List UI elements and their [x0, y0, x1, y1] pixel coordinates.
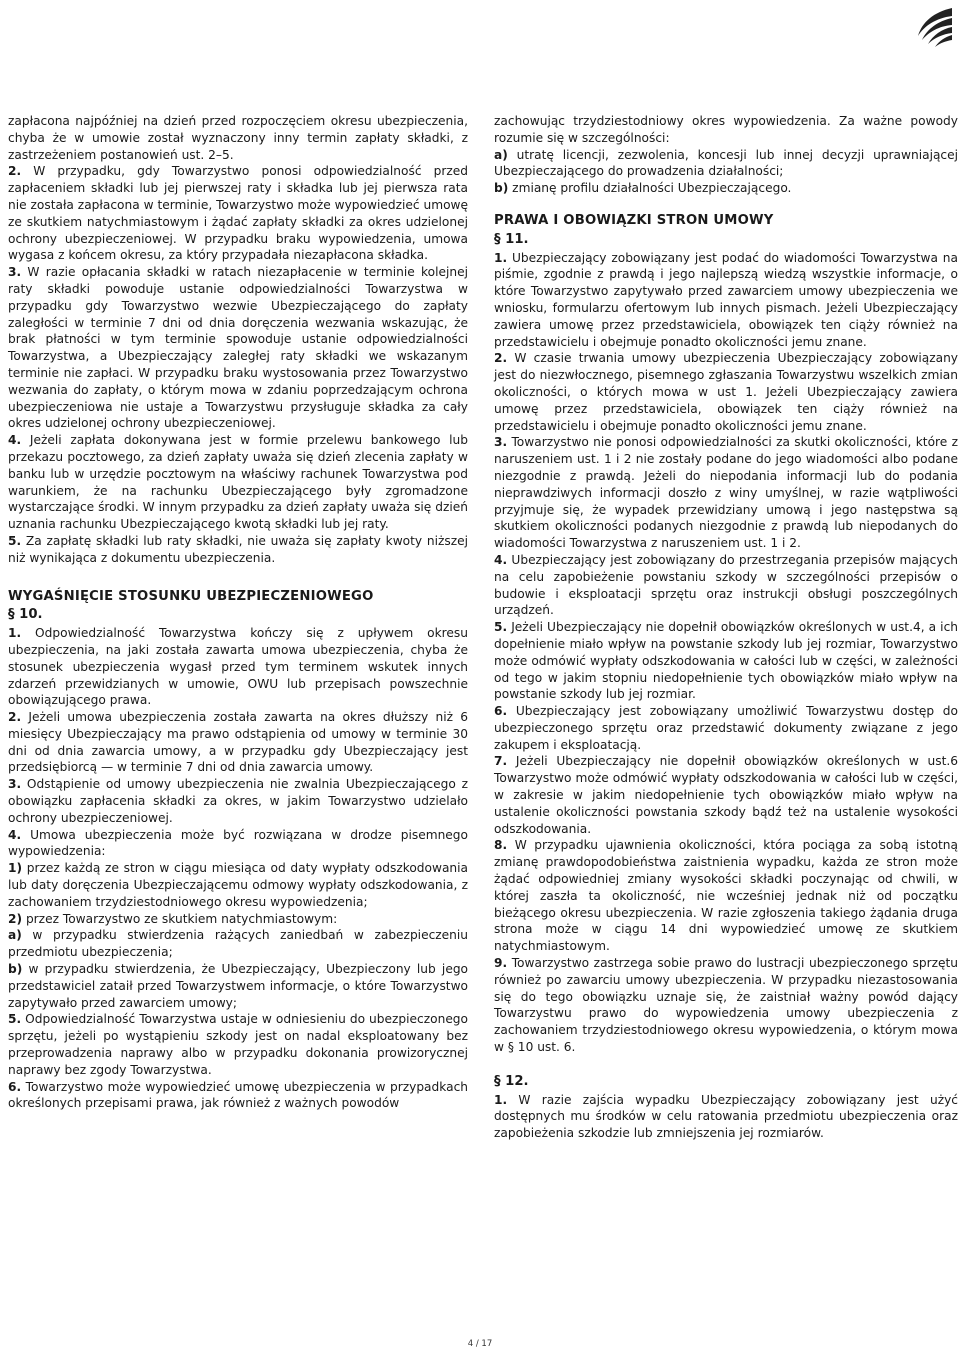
paragraph: 6. Ubezpieczający jest zobowiązany umożliwić Towarzystwu dostęp do ubezpieczonego sprzętu oraz przedstawić dokumenty związane z jego zakupem i eksploatacją.: [494, 704, 959, 752]
paragraph: 5. Odpowiedzialność Towarzystwa ustaje w odniesieniu do ubezpieczonego sprzętu, jeżeli po wystąpieniu szkody jest on nadal eksploatowany bez przeprowadzenia naprawy albo w przypadku dokonania prowizorycznej naprawy bez zgody Towarzystwa.: [8, 1012, 469, 1077]
paragraph: 1. Ubezpieczający zobowiązany jest podać do wiadomości Towarzystwa na piśmie, zgodnie z prawdą i jego najlepszą wiedzą wszystkie informacje, o które Towarzystwo zapytywało przed zawarciem umowy ubezpieczenia we wniosku, formularzu ofertowym lub innych pismach. Jeżeli Ubezpieczający zawiera umowę przez przedstawiciela, obowiązek ten ciąży również na przedstawicielu i obejmuje ponadto okoliczności jemu znane.: [494, 250, 958, 349]
section-number: § 12.: [494, 1073, 529, 1089]
list-item: a) utratę licencji, zezwolenia, koncesji lub innej decyzji uprawniającej Ubezpieczającego do prowadzenia działalności;: [494, 147, 959, 179]
paragraph: 4. Umowa ubezpieczenia może być rozwiązana w drodze pisemnego wypowiedzenia:: [8, 827, 469, 859]
paragraph: 2. W przypadku, gdy Towarzystwo ponosi odpowiedzialność przed zapłaceniem składki lub jej pierwszej raty i składka lub jej pierwsza rata nie została zapłacona w terminie, Towarzystwo może wypowiedzieć umowę ze skutkiem natychmiastowym i żądać zapłaty składki za okres udzielonej ochrony ubezpieczeniowej. W przypadku braku wypowiedzenia, umowa wygasa z końcem okresu, za który przypadała niezapłacona składka.: [8, 164, 469, 263]
list-item: a) w przypadku stwierdzenia rażących zaniedbań w zabezpieczeniu przedmiotu ubezpieczenia;: [8, 928, 469, 960]
paragraph: 4. Jeżeli zapłata dokonywana jest w formie przelewu bankowego lub przekazu pocztowego, za dzień zapłaty uważa się dzień zlecenia zapłaty w banku lub w urzędzie pocztowym na właściwy rachunek Towarzystwa pod warunkiem, że na rachunku Ubezpieczającego były zgromadzone wystarczające środki. W innym przypadku za dzień zapłaty uważa się dzień uznania rachunku Ubezpieczającego kwotą składki lub jej raty.: [8, 433, 469, 532]
page-number: 4 / 17: [467, 1339, 493, 1349]
paragraph: 4. Ubezpieczający jest zobowiązany do przestrzegania przepisów mających na celu zapobieżenie powstaniu szkody w szczególności przepisów o budowie i eksploatacji sprzętu oraz instrukcji obsługi poszczególnych urządzeń.: [494, 552, 958, 618]
list-item: 1) przez każdą ze stron w ciągu miesiąca od daty wypłaty odszkodowania lub daty doręczenia Ubezpieczającemu odmowy wypłaty odszkodowania, z zachowaniem trzydziestodniowego okresu wypowiedzenia;: [8, 861, 468, 909]
paragraph: 5. Jeżeli Ubezpieczający nie dopełnił obowiązków określonych w ust.4, a ich dopełnienie miało wpływ na powstanie szkody lub jej rozmiar, Towarzystwo może odmówić wypłaty odszkodowania w całości lub w części, w zależności od tego w jakim stopniu niedopełnienie tych obowiązków miało wpływ na powstanie szkody lub jej rozmiar.: [494, 620, 958, 702]
paragraph: 3. Towarzystwo nie ponosi odpowiedzialności za skutki okoliczności, które z naruszeniem ust. 1 i 2 nie zostały podane do jego wiadomości albo podane niezgodnie z prawdą. Jeżeli do niepodania informacji lub do podania nieprawdziwych informacji doszło z winy umyślnej, w razie wątpliwości przyjmuje się, że wypadek przewidziany umową i jego następstwa są skutkiem okoliczności podanych niezgodnie z prawdą lub niepodanych do wiadomości Towarzystwa z naruszeniem ust. 1 i 2.: [494, 435, 958, 551]
section-heading: PRAWA I OBOWIĄZKI STRON UMOWY: [494, 212, 774, 228]
paragraph: 1. Odpowiedzialność Towarzystwa kończy się z upływem okresu ubezpieczenia, na jaki została zawarta umowa ubezpieczenia, chyba że stosunek ubezpieczenia wygasł przed tym terminem wskutek innych zdarzeń przewidzianych w umowie, OWU lub przepisach powszechnie obowiązującego prawa.: [8, 626, 468, 708]
paragraph: zapłacona najpóźniej na dzień przed rozpoczęciem okresu ubezpieczenia, chyba że w umowie został wyznaczony inny termin zapłaty składki, z zastrzeżeniem postanowień ust. 2–5.: [8, 114, 468, 162]
paragraph: 9. Towarzystwo zastrzega sobie prawo do lustracji ubezpieczonego sprzętu również po zawarciu umowy ubezpieczenia. W przypadku niezastosowania się do tego obowiązku uznaje się, że zaistniał ważny powód dający Towarzystwu prawo do wypowiedzenia umowy ubezpieczenia z zachowaniem trzydziestodniowego okresu wypowiedzenia, o którym mowa w § 10 ust. 6.: [494, 956, 958, 1055]
paragraph: 2. Jeżeli umowa ubezpieczenia została zawarta na okres dłuższy niż 6 miesięcy Ubezpieczający ma prawo odstąpienia od umowy w terminie 30 dni od dnia zawarcia umowy, a w przypadku gdy Ubezpieczający jest przedsiębiorcą — w terminie 7 dni od dnia zawarcia umowy.: [8, 710, 468, 775]
paragraph: 1. W razie zajścia wypadku Ubezpieczający zobowiązany jest użyć dostępnych mu środków w celu ratowania przedmiotu ubezpieczenia oraz zapobieżenia szkodzie lub zmniejszenia jej rozmiarów.: [494, 1092, 959, 1141]
paragraph: 5. Za zapłatę składki lub raty składki, nie uważa się zapłaty kwoty niższej niż wynikająca z dokumentu ubezpieczenia.: [8, 533, 469, 565]
list-item: 2) przez Towarzystwo ze skutkiem natychmiastowym:: [8, 911, 338, 926]
paragraph: 8. W przypadku ujawnienia okoliczności, która pociąga za sobą istotną zmianę prawdopodobieństwa zaistnienia wypadku, każda ze stron może żądać odpowiedniej zmiany wysokości składki poczynając od chwili, w której zaszła ta okoliczność, nie wcześniej jednak niż od początku bieżącego okresu ubezpieczenia. W razie zgłoszenia takiego żądania druga strona może w ciągu 14 dni wypowiedzieć umowę ze skutkiem natychmiastowym.: [494, 838, 958, 954]
section-heading: WYGAŚNIĘCIE STOSUNKU UBEZPIECZENIOWEGO: [8, 588, 374, 604]
section-number: § 11.: [494, 231, 529, 247]
paragraph: 7. Jeżeli Ubezpieczający nie dopełnił obowiązków określonych w ust.6 Towarzystwo może odmówić wypłaty odszkodowania w całości lub w części, w zakresie w jakim niedopełnienie tych obowiązków miało wpływ na ustalenie okoliczności powstania szkody bądź też na ustalenie wysokości odszkodowania.: [494, 754, 958, 836]
paragraph: zachowując trzydziestodniowy okres wypowiedzenia. Za ważne powody rozumie się w szczególności:: [494, 114, 958, 145]
paragraph: 3. Odstąpienie od umowy ubezpieczenia nie zwalnia Ubezpieczającego z obowiązku zapłacenia składki za okres, w jakim Towarzystwo udzielało ochrony ubezpieczeniowej.: [8, 777, 469, 825]
paragraph: 3. W razie opłacania składki w ratach niezapłacenie w terminie kolejnej raty składki powoduje ustanie odpowiedzialności Towarzystwa w przypadku gdy Towarzystwo wezwie Ubezpieczającego do zapłaty zaległości w terminie 7 dni od dnia doręczenia wezwania wskazując, że brak płatności w tym terminie spowoduje ustanie odpowiedzialności Towarzystwa, a Ubezpieczający zaległej raty składki we wskazanym terminie nie zapłaci. W przypadku braku wystosowania przez Towarzystwo wezwania do zapłaty, o którym mowa w zdaniu poprzedzającym ochrona ubezpieczeniowa nie ustaje a Towarzystwu przysługuje składka za cały okres udzielonej ochrony ubezpieczeniowej.: [8, 265, 468, 431]
left-column: [8, 113, 468, 1112]
paragraph: 6. Towarzystwo może wypowiedzieć umowę ubezpieczenia w przypadkach określonych przepisami prawa, jak również z ważnych powodów: [8, 1079, 468, 1111]
section-number: § 10.: [8, 607, 43, 623]
right-column: [494, 113, 958, 1142]
paragraph: 2. W czasie trwania umowy ubezpieczenia Ubezpieczający zobowiązany jest do niezwłocznego, pisemnego zgłaszania Towarzystwu wszelkich zmian okoliczności, o których mowa w ust 1. Jeżeli Ubezpieczający zawiera umowę przez przedstawiciela, obowiązek ten ciąży również na przedstawicielu i obejmuje ponadto okoliczności jemu znane.: [494, 351, 959, 433]
list-item: b) zmianę profilu działalności Ubezpieczającego.: [494, 181, 792, 196]
wing-logo-icon: [912, 6, 954, 48]
list-item: b) w przypadku stwierdzenia, że Ubezpieczający, Ubezpieczony lub jego przedstawiciel zataił przed Towarzystwem informacje, o które Towarzystwo zapytywało przed zawarciem umowy;: [8, 962, 469, 1010]
